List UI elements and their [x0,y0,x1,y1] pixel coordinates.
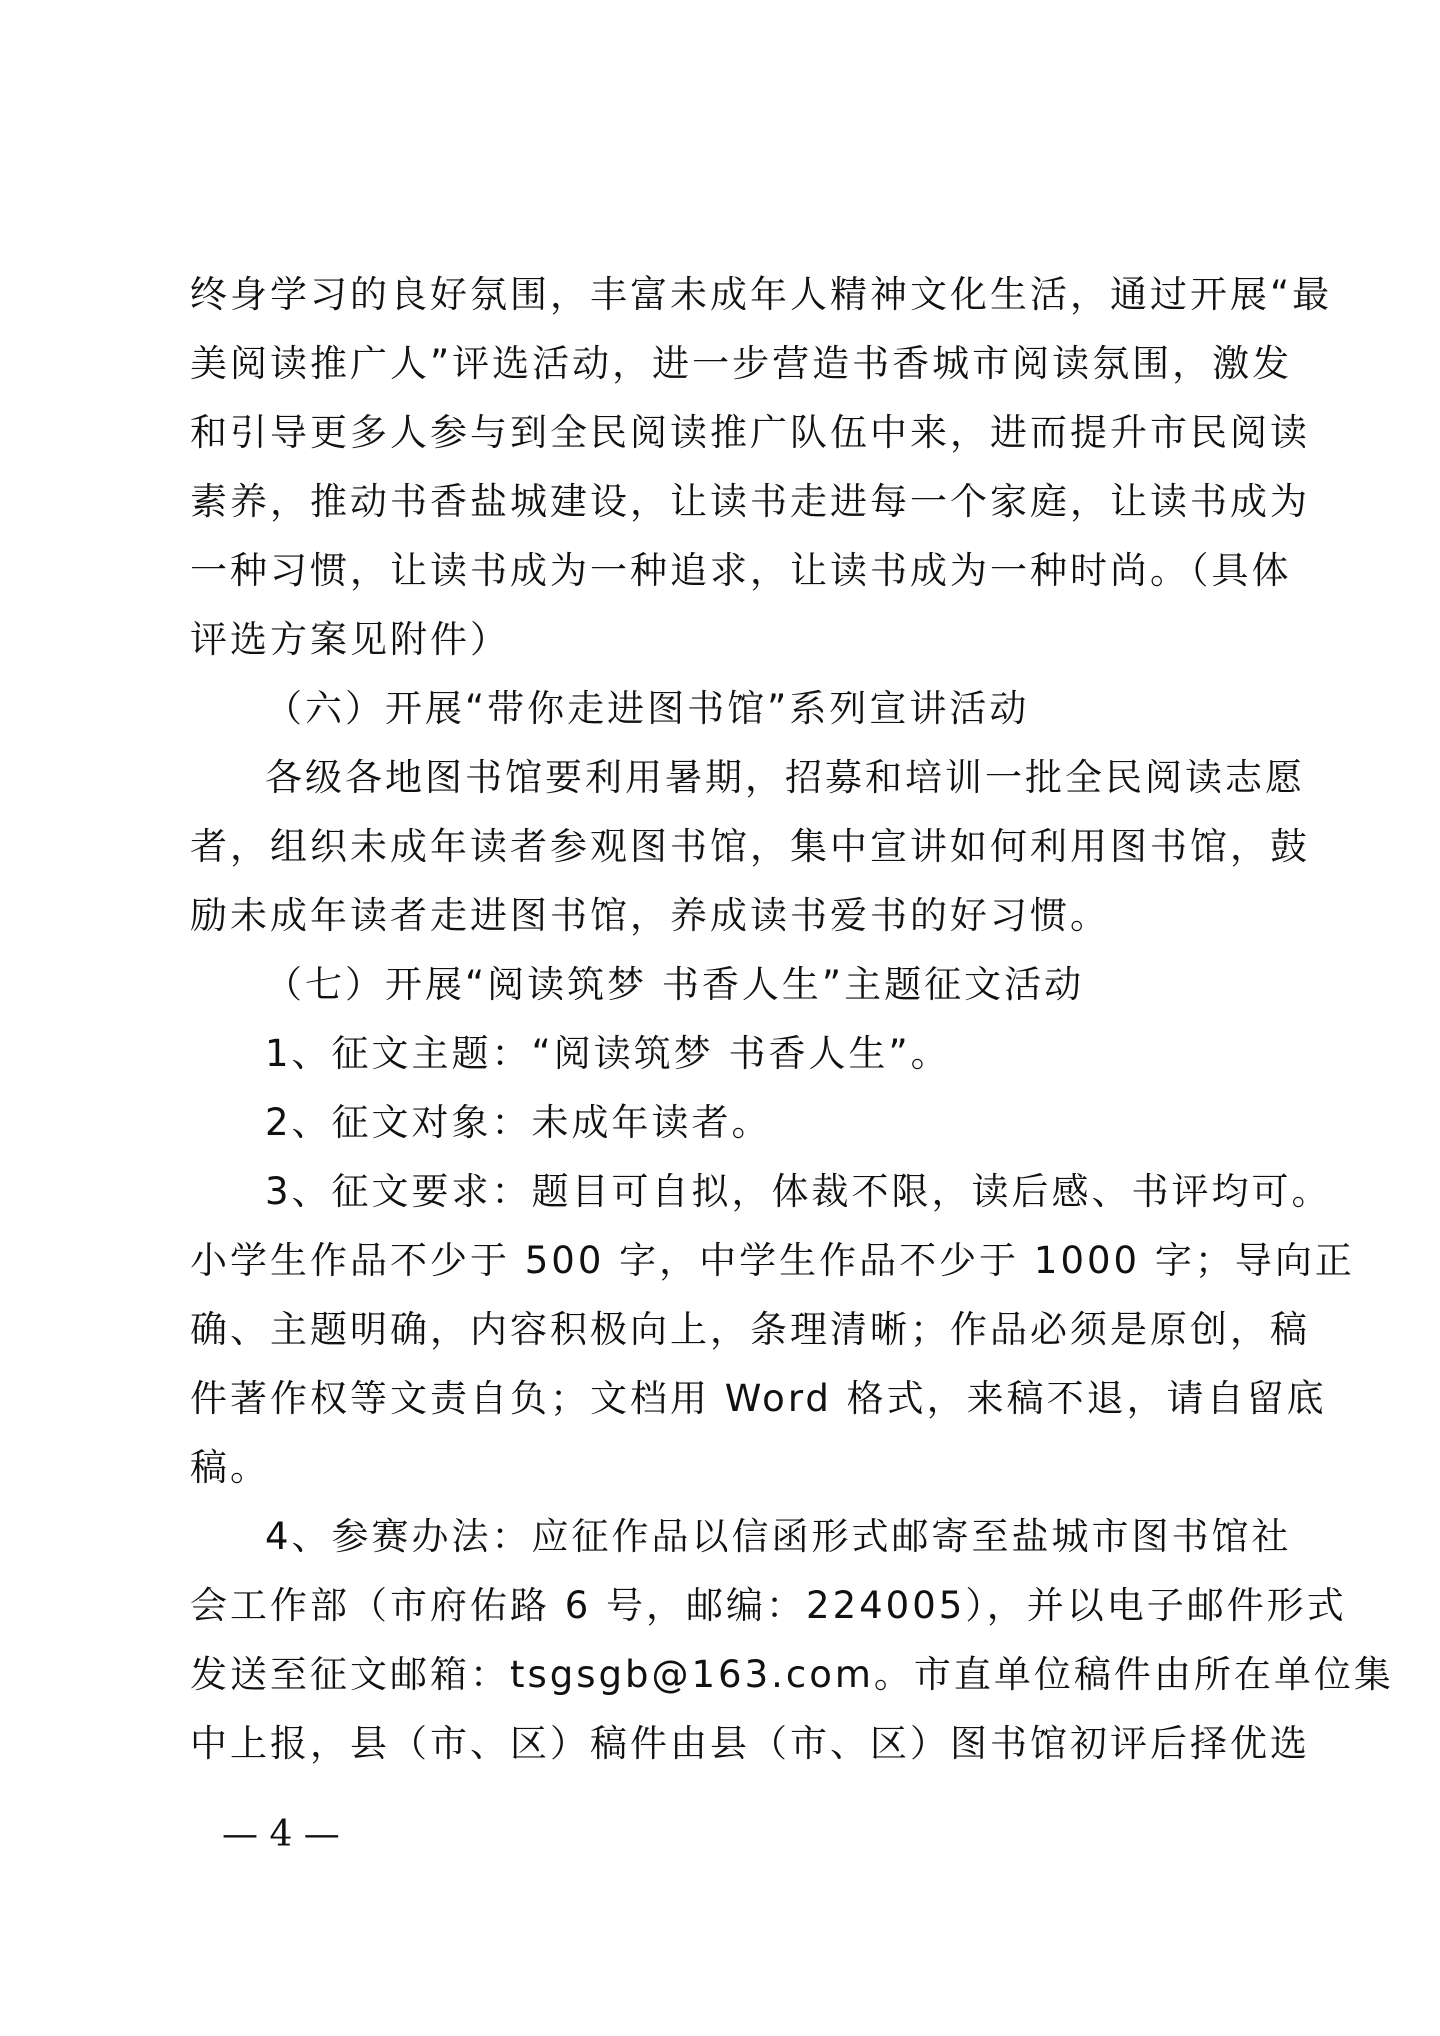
body-line-8: 各级各地图书馆要利用暑期，招募和培训一批全民阅读志愿 [265,756,1305,799]
body-line-15: 小学生作品不少于 500 字，中学生作品不少于 1000 字；导向正 [190,1239,1355,1282]
body-line-17: 件著作权等文责自负；文档用 Word 格式，来稿不退，请自留底 [190,1377,1327,1420]
body-line-10: 励未成年读者走进图书馆，养成读书爱书的好习惯。 [190,894,1110,937]
body-line-2: 美阅读推广人”评选活动，进一步营造书香城市阅读氛围，激发 [190,342,1293,385]
essay-audience-line: 2、征文对象：未成年读者。 [265,1101,772,1144]
essay-requirements-line: 3、征文要求：题目可自拟，体裁不限，读后感、书评均可。 [265,1170,1332,1213]
body-line-1: 终身学习的良好氛围，丰富未成年人精神文化生活，通过开展“最 [190,273,1333,316]
body-line-22: 中上报，县（市、区）稿件由县（市、区）图书馆初评后择优选 [190,1722,1310,1765]
body-line-4: 素养，推动书香盐城建设，让读书走进每一个家庭，让读书成为 [190,480,1310,523]
body-line-21: 发送至征文邮箱：tsgsgb@163.com。市直单位稿件由所在单位集 [190,1653,1394,1696]
body-line-16: 确、主题明确，内容积极向上，条理清晰；作品必须是原创，稿 [190,1308,1310,1351]
body-line-18: 稿。 [190,1446,270,1489]
section-heading-6: （六）开展“带你走进图书馆”系列宣讲活动 [265,687,1030,730]
page-number: — 4 — [222,1814,340,1855]
body-line-9: 者，组织未成年读者参观图书馆，集中宣讲如何利用图书馆，鼓 [190,825,1310,868]
body-line-5: 一种习惯，让读书成为一种追求，让读书成为一种时尚。（具体 [190,549,1292,592]
participation-method-line: 4、参赛办法：应征作品以信函形式邮寄至盐城市图书馆社 [265,1515,1292,1558]
body-line-20: 会工作部（市府佑路 6 号，邮编：224005），并以电子邮件形式 [190,1584,1347,1627]
section-heading-7: （七）开展“阅读筑梦 书香人生”主题征文活动 [265,963,1085,1006]
body-line-6: 评选方案见附件） [190,618,510,661]
essay-topic-line: 1、征文主题：“阅读筑梦 书香人生”。 [265,1032,951,1075]
body-line-3: 和引导更多人参与到全民阅读推广队伍中来，进而提升市民阅读 [190,411,1310,454]
